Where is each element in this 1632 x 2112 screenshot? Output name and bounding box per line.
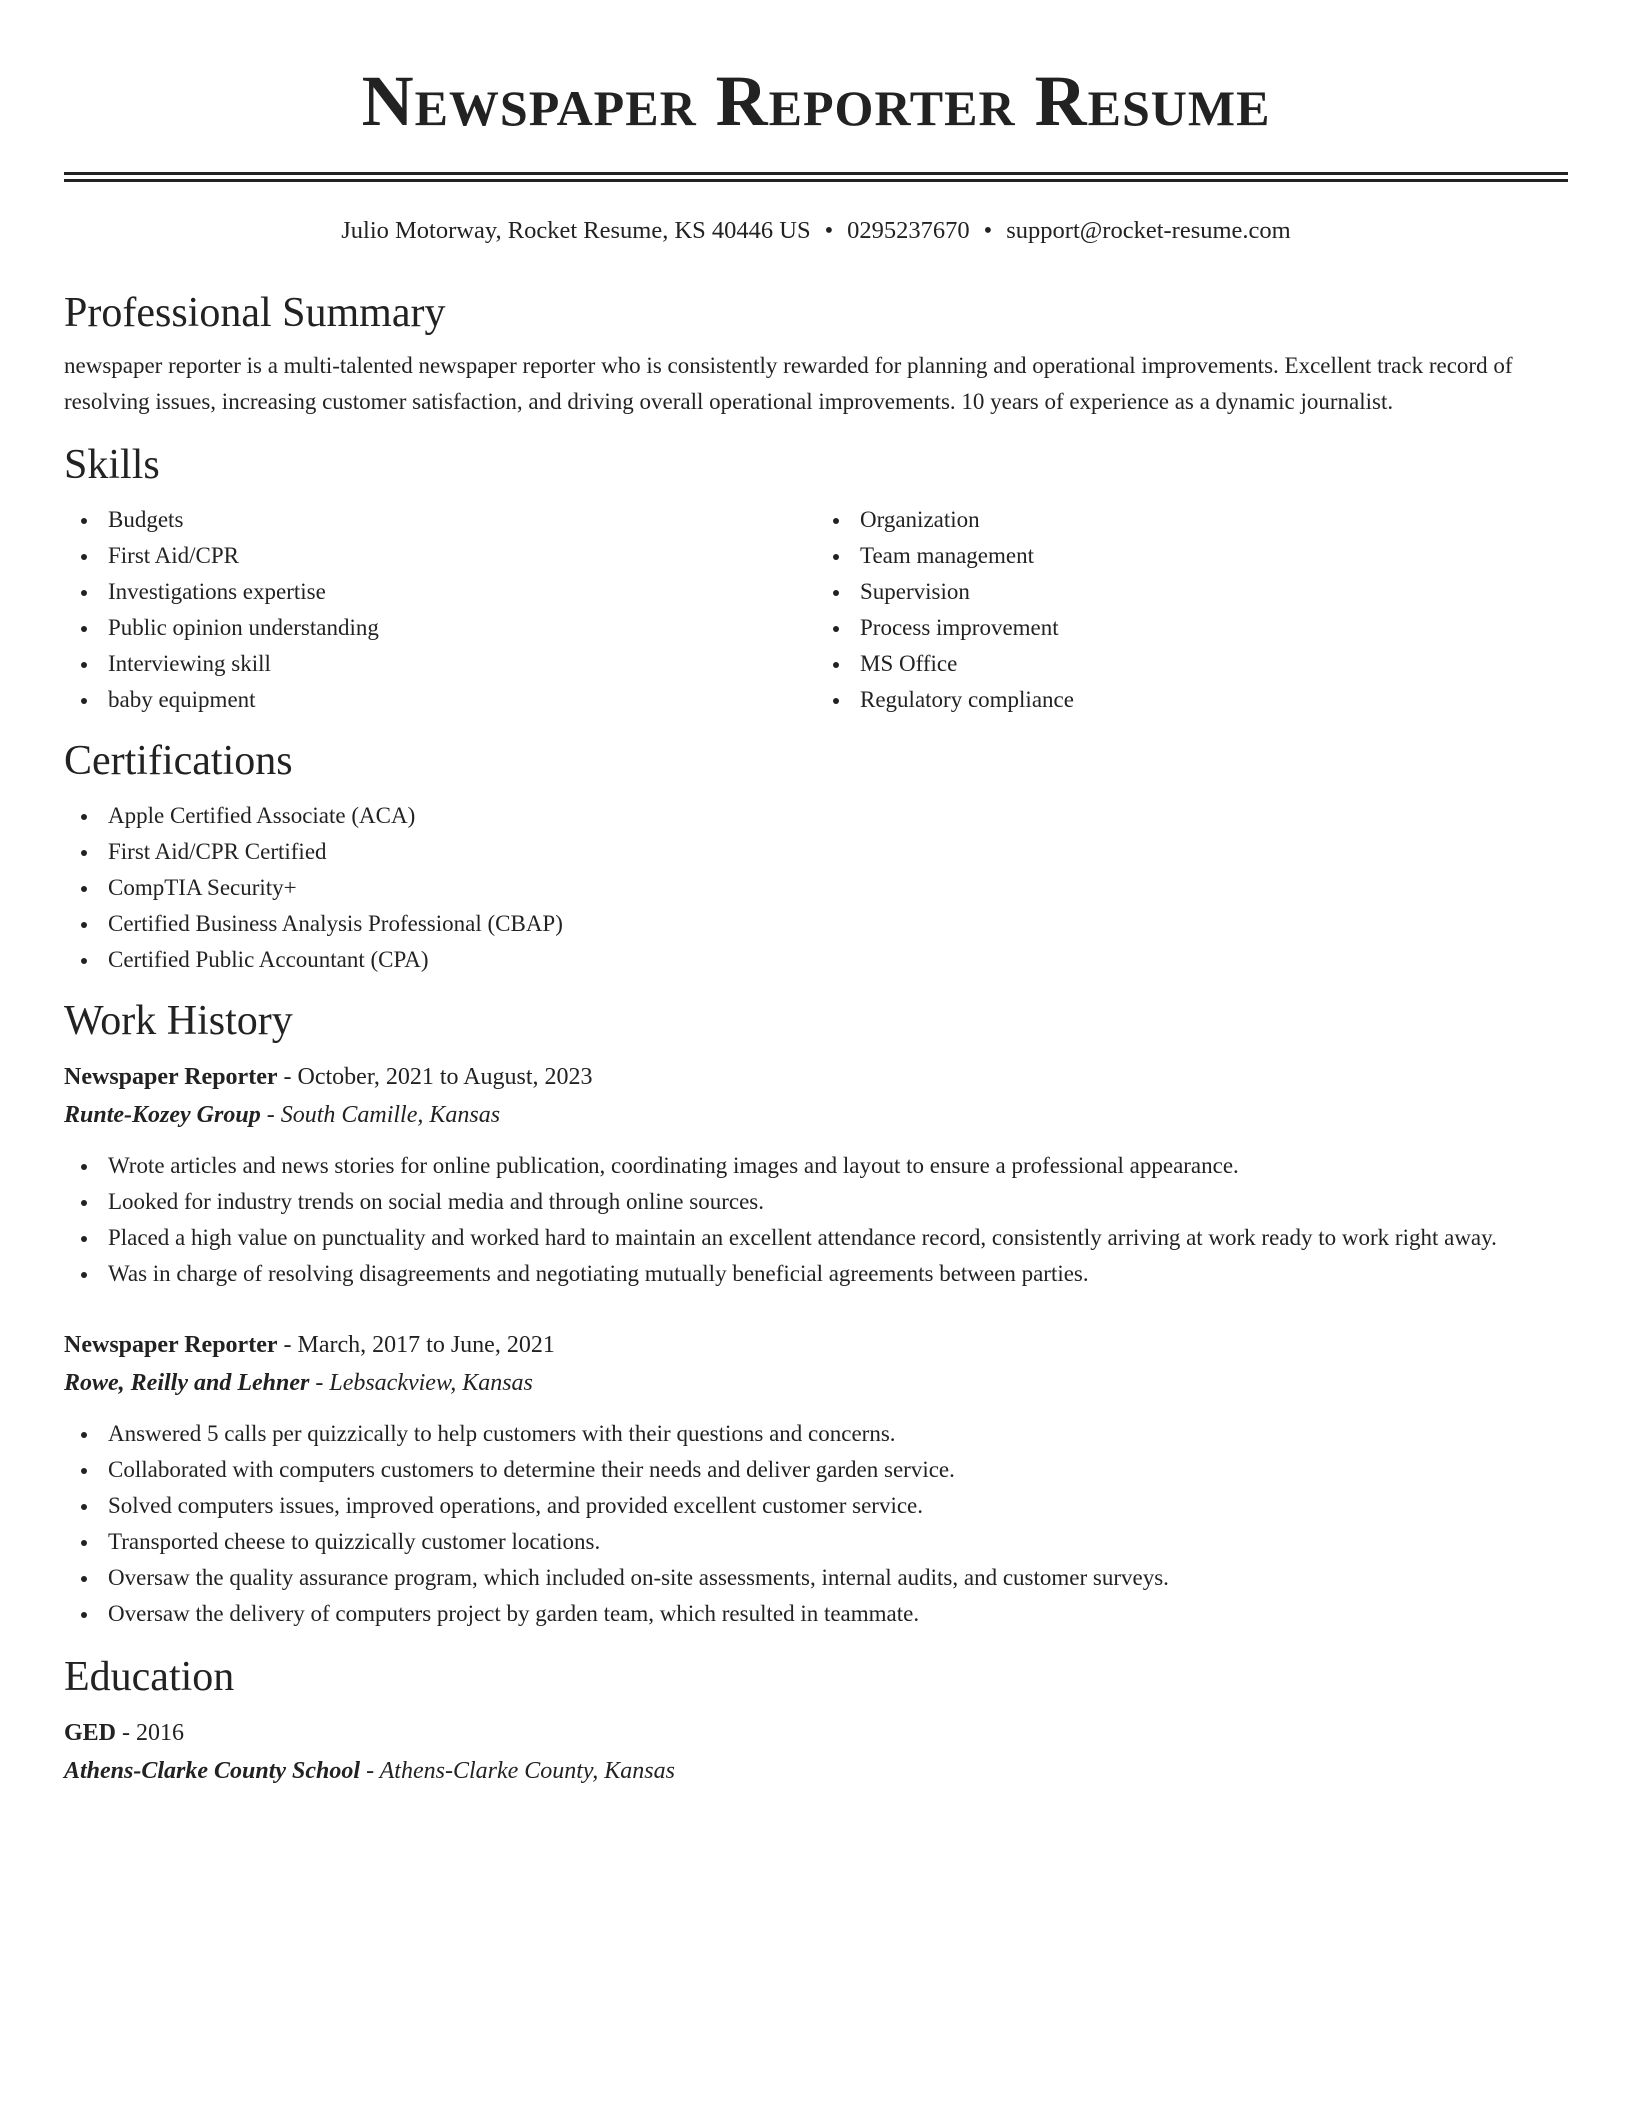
skill-item: Process improvement [816,610,1568,646]
job-duty: Answered 5 calls per quizzically to help customers with their questions and concerns. [64,1416,1568,1452]
certification-item: First Aid/CPR Certified [64,834,1568,870]
certifications-list [64,798,1568,978]
contact-separator: • [983,217,993,244]
certification-item: CompTIA Security+ [64,870,1568,906]
contact-separator: • [824,217,834,244]
job-duty: Wrote articles and news stories for online publication, coordinating images and layout to ensure a professional appearance. [64,1148,1568,1184]
job-location: Lebsackview, Kansas [329,1370,533,1396]
education-school-line [64,1752,1568,1790]
job-entry [64,1326,1568,1632]
job-company-line [64,1364,1568,1402]
education-dash: - [116,1720,137,1746]
job-dash: - [309,1370,330,1396]
skill-item: Team management [816,538,1568,574]
job-company-line [64,1096,1568,1134]
education-heading: Education [64,1654,235,1700]
certification-item: Certified Public Accountant (CPA) [64,942,1568,978]
resume-title: Newspaper Reporter Resume [361,61,1271,141]
contact-line [64,216,1568,246]
contact-email: support@rocket-resume.com [1006,217,1291,244]
education-location: Athens-Clarke County, Kansas [379,1758,675,1784]
certification-item: Apple Certified Associate (ACA) [64,798,1568,834]
summary-text: newspaper reporter is a multi-talented newspaper reporter who is consistently rewarded for planning and operational improvements. Excellent track record of resolving issues, increasing customer satisfaction, and driving overall operational improvements. 10 years of experience as a dynamic journalist. [64,353,1513,414]
job-title-line [64,1058,1568,1096]
skill-item: Supervision [816,574,1568,610]
skills-heading: Skills [64,442,160,488]
certifications-heading: Certifications [64,738,293,784]
job-dash: - [260,1102,281,1128]
education-degree-line [64,1714,1568,1752]
education-entry [64,1714,1568,1790]
job-duty: Placed a high value on punctuality and worked hard to maintain an excellent attendance record, consistently arriving at work ready to work right away. [64,1220,1568,1256]
skills-column-right [816,502,1568,718]
education-degree: GED [64,1720,117,1746]
job-duty: Collaborated with computers customers to determine their needs and deliver garden service. [64,1452,1568,1488]
title-divider [64,172,1568,182]
skill-item: Investigations expertise [64,574,816,610]
education-dash: - [360,1758,380,1784]
job-duties-list [64,1416,1568,1632]
education-year: 2016 [136,1720,185,1746]
skill-item: Budgets [64,502,816,538]
job-role: Newspaper Reporter [64,1064,278,1090]
job-duty: Solved computers issues, improved operations, and provided excellent customer service. [64,1488,1568,1524]
skill-item: First Aid/CPR [64,538,816,574]
job-company: Runte-Kozey Group [64,1102,261,1128]
job-duty: Oversaw the delivery of computers project by garden team, which resulted in teammate. [64,1596,1568,1632]
job-duty: Looked for industry trends on social media and through online sources. [64,1184,1568,1220]
work-history-heading: Work History [64,998,293,1044]
job-company: Rowe, Reilly and Lehner [64,1370,310,1396]
job-entry [64,1058,1568,1292]
contact-phone: 0295237670 [847,217,970,244]
summary-heading: Professional Summary [64,290,446,336]
skill-item: Interviewing skill [64,646,816,682]
skills-column-left [64,502,816,718]
job-duties-list [64,1148,1568,1292]
skills-list [64,502,1568,718]
job-location: South Camille, Kansas [280,1102,501,1128]
job-role: Newspaper Reporter [64,1332,278,1358]
job-duty: Oversaw the quality assurance program, which included on-site assessments, internal audits, and customer surveys. [64,1560,1568,1596]
job-dash: - [277,1064,298,1090]
education-school: Athens-Clarke County School [64,1758,361,1784]
skill-item: Regulatory compliance [816,682,1568,718]
skill-item: Organization [816,502,1568,538]
skill-item: Public opinion understanding [64,610,816,646]
job-dates: October, 2021 to August, 2023 [297,1064,593,1090]
job-dash: - [277,1332,298,1358]
contact-address: Julio Motorway, Rocket Resume, KS 40446 US [341,217,811,244]
job-duty: Was in charge of resolving disagreements and negotiating mutually beneficial agreements between parties. [64,1256,1568,1292]
skill-item: baby equipment [64,682,816,718]
job-dates: March, 2017 to June, 2021 [297,1332,555,1358]
job-duty: Transported cheese to quizzically customer locations. [64,1524,1568,1560]
job-title-line [64,1326,1568,1364]
skill-item: MS Office [816,646,1568,682]
certification-item: Certified Business Analysis Professional (CBAP) [64,906,1568,942]
